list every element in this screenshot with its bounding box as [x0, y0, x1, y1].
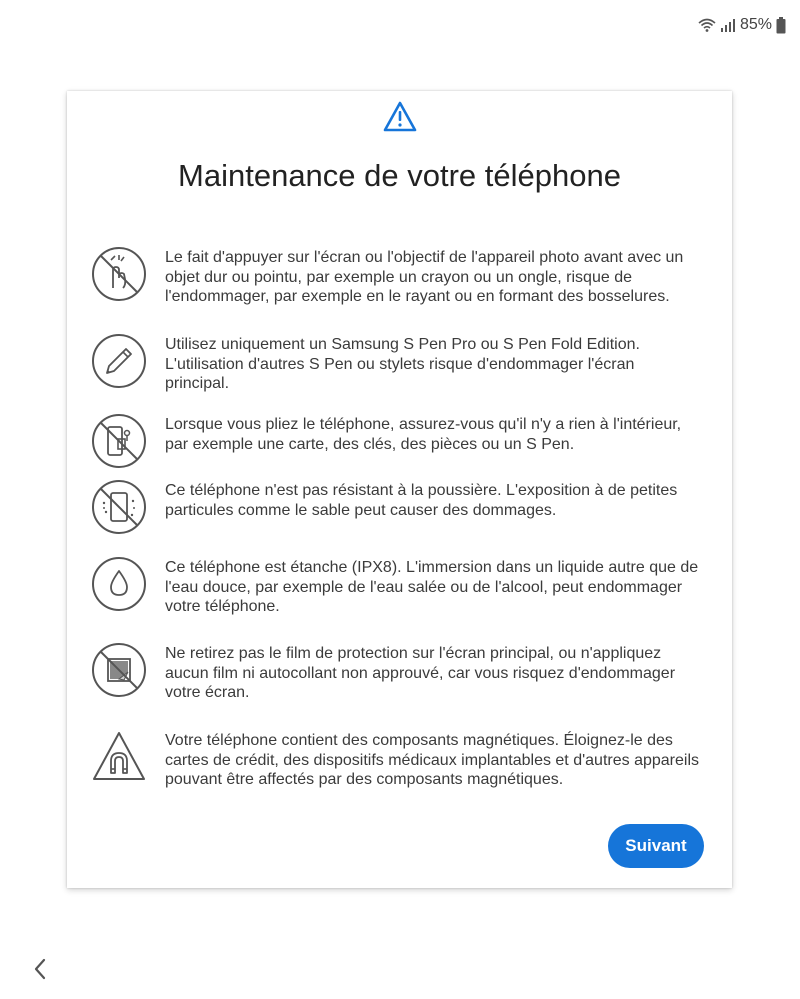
list-item [91, 246, 702, 306]
no-peel-film-icon [91, 642, 147, 698]
item-text: Le fait d'appuyer sur l'écran ou l'objectif de l'appareil photo avant avec un objet dur ou pointu, par exemple un crayon ou un ongle, risque de l'endommager, par exemple en le rayant ou en formant des bosselures. [165, 249, 684, 305]
no-hard-object-touch-icon [91, 246, 147, 302]
item-text: Lorsque vous pliez le téléphone, assurez-vous qu'il n'y a rien à l'intérieur, par exemple une carte, des clés, des pièces ou un S Pen. [165, 416, 682, 453]
list-item [91, 642, 702, 702]
list-item [91, 479, 702, 539]
s-pen-icon [91, 333, 147, 389]
chevron-left-icon[interactable] [26, 954, 56, 984]
wifi-icon [698, 17, 716, 33]
item-text: Utilisez uniquement un Samsung S Pen Pro ou S Pen Fold Edition. L'utilisation d'autres S Pen ou stylets risque d'endommager l'écran principal. [165, 336, 640, 392]
battery-percent: 85% [739, 16, 772, 33]
signal-icon [720, 17, 736, 33]
list-item [91, 556, 702, 616]
item-text: Ce téléphone n'est pas résistant à la poussière. L'exposition à de petites particules comme le sable peut causer des dommages. [165, 482, 678, 519]
list-item [91, 333, 702, 393]
battery-icon [776, 17, 786, 34]
water-drop-icon [91, 556, 147, 612]
page-title: Maintenance de votre téléphone [178, 158, 621, 193]
list-item [91, 413, 702, 473]
item-text: Ce téléphone est étanche (IPX8). L'immersion dans un liquide autre que de l'eau douce, par exemple de l'eau salée ou de l'alcool, peut endommager votre téléphone. [165, 559, 699, 615]
item-text: Ne retirez pas le film de protection sur l'écran principal, ou n'appliquez aucun film ni autocollant non approuvé, car vous risquez d'endommager votre écran. [165, 645, 676, 701]
maintenance-dialog [67, 91, 732, 888]
magnet-warning-icon [91, 729, 147, 785]
list-item [91, 729, 702, 789]
next-button[interactable]: Suivant [608, 824, 704, 868]
warning-icon [383, 101, 417, 133]
status-bar [698, 14, 786, 36]
item-text: Votre téléphone contient des composants magnétiques. Éloignez-le des cartes de crédit, des dispositifs médicaux implantables et d'autres appareils pouvant être affectés par des composants magnétiques. [165, 732, 699, 788]
no-objects-inside-fold-icon [91, 413, 147, 469]
no-dust-icon [91, 479, 147, 535]
